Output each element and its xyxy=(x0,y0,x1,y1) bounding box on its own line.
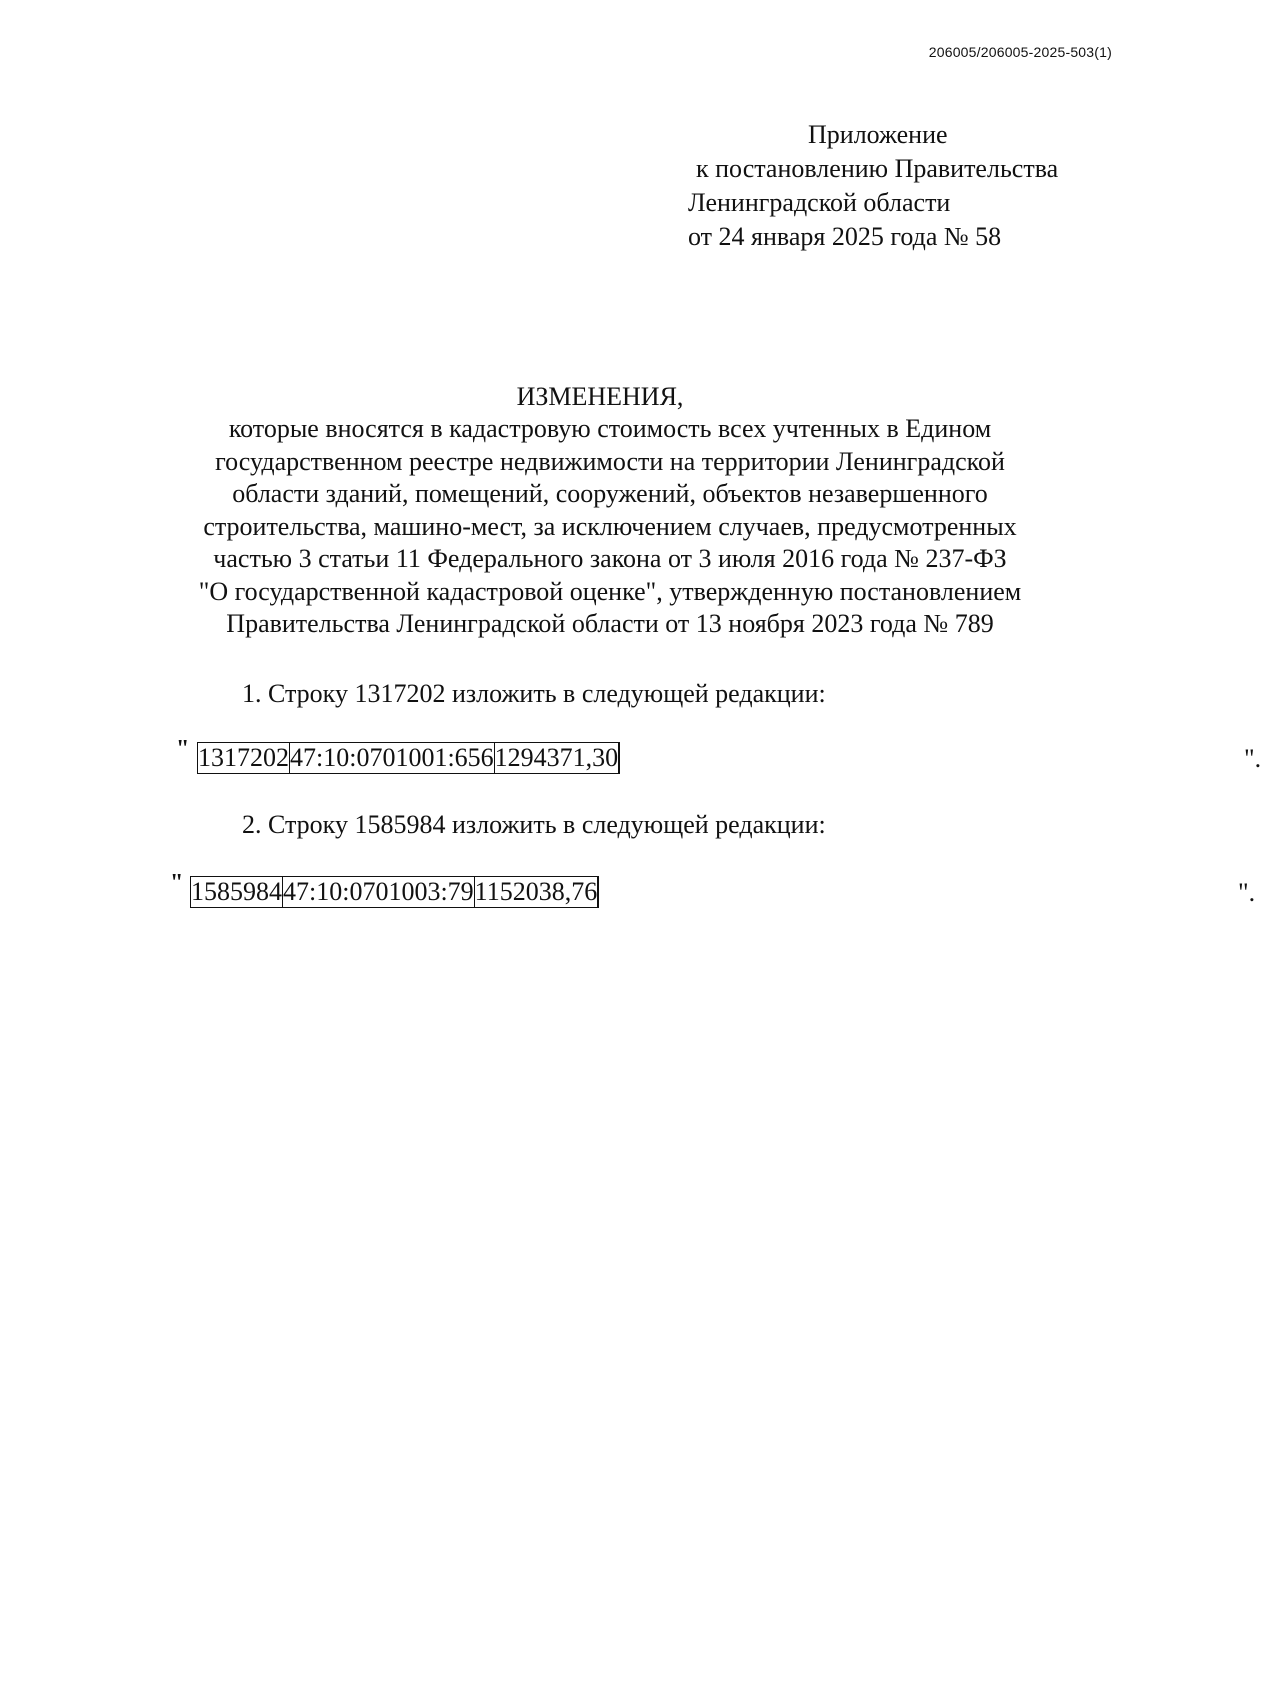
annex-resolution-ref: к постановлению Правительства xyxy=(696,154,1059,183)
subtitle-line: частью 3 статьи 11 Федерального закона от 3 июля 2016 года № 237-ФЗ xyxy=(213,544,1007,573)
opening-quote: " xyxy=(176,736,190,762)
table-row xyxy=(198,743,620,774)
annex-header xyxy=(688,118,1058,254)
table-row xyxy=(191,877,599,908)
cadastral-value-cell: 1152038,76 xyxy=(474,877,598,906)
document-title: ИЗМЕНЕНИЯ, xyxy=(516,382,684,411)
subtitle-line: которые вносятся в кадастровую стоимость всех учтенных в Едином xyxy=(228,414,992,443)
subtitle-line: области зданий, помещений, сооружений, объектов незавершенного xyxy=(232,479,988,508)
opening-quote: " xyxy=(170,870,184,896)
annex-region: Ленинградской области xyxy=(688,188,951,217)
cadastral-value-cell: 1294371,30 xyxy=(494,743,619,772)
document-registration-number: 206005/206005-2025-503(1) xyxy=(928,44,1112,60)
annex-label: Приложение xyxy=(808,120,948,149)
cadastral-number-cell: 47:10:0701003:79 xyxy=(283,877,474,906)
annex-date-number: от 24 января 2025 года № 58 xyxy=(688,222,1002,251)
closing-quote: ". xyxy=(1244,744,1261,773)
amendment-table-2 xyxy=(190,876,599,908)
amendment-table-1 xyxy=(197,742,620,774)
amendment-item-1-text: 1. Строку 1317202 изложить в следующей редакции: xyxy=(242,679,826,708)
row-number-cell: 1317202 xyxy=(198,743,289,772)
cadastral-number-cell: 47:10:0701001:656 xyxy=(290,743,494,772)
amendment-item-2-text: 2. Строку 1585984 изложить в следующей редакции: xyxy=(242,810,826,839)
subtitle-line: Правительства Ленинградской области от 13 ноября 2023 года № 789 xyxy=(226,609,994,638)
subtitle-line: "О государственной кадастровой оценке", утвержденную постановлением xyxy=(198,576,1022,606)
row-number-cell: 1585984 xyxy=(191,877,282,906)
subtitle-line: строительства, машино-мест, за исключением случаев, предусмотренных xyxy=(203,511,1017,541)
document-subtitle xyxy=(150,413,1070,641)
closing-quote: ". xyxy=(1238,878,1256,907)
subtitle-line: государственном реестре недвижимости на территории Ленинградской xyxy=(215,446,1005,476)
